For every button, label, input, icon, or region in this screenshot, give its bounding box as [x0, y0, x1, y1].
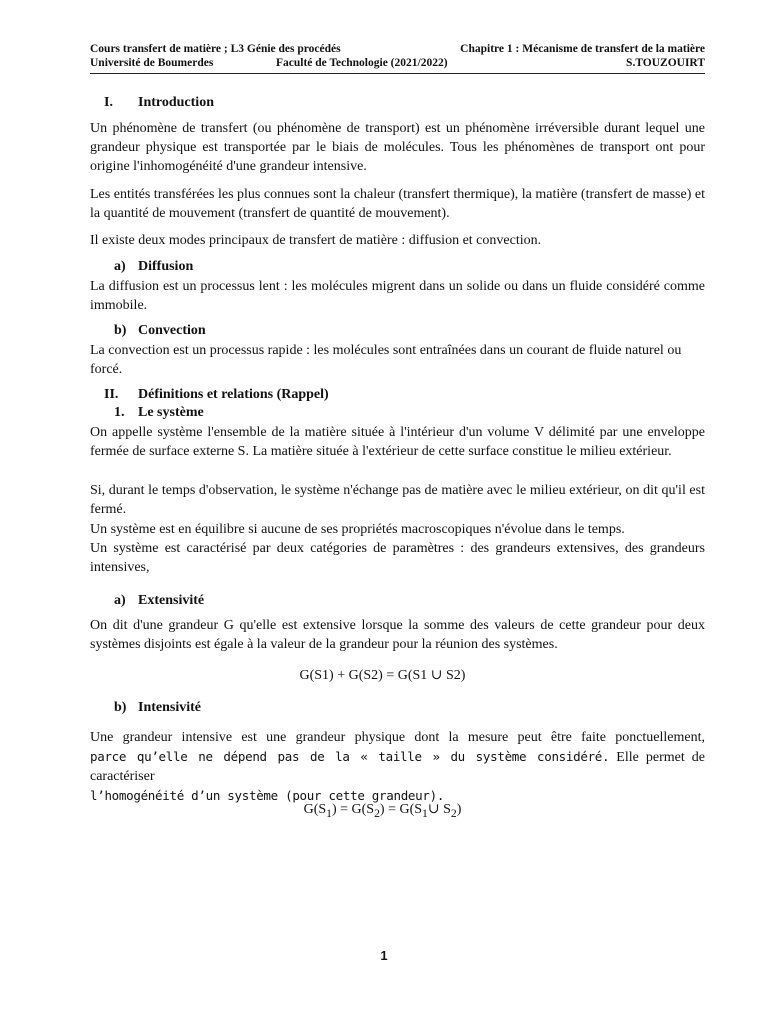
subheading-number: b): [114, 323, 127, 338]
header-author: S.TOUZOUIRT: [626, 57, 705, 69]
paragraph-intro-3: Il existe deux modes principaux de transfert de matière : diffusion et convection.: [90, 233, 542, 248]
intensivite-line-2: [90, 747, 705, 786]
subheading-number: b): [114, 700, 127, 715]
header-faculty: Faculté de Technologie (2021/2022): [276, 57, 448, 69]
header-course: Cours transfert de matière ; L3 Génie des procédés: [90, 43, 341, 55]
subheading-title: Convection: [138, 323, 206, 338]
section-heading-definitions: [104, 385, 329, 404]
header-university: Université de Boumerdes: [90, 57, 214, 69]
subheading-intensivite: [114, 699, 201, 717]
subheading-title: Diffusion: [138, 259, 194, 274]
intensivite-line-2-rest: Elle permet de caractériser: [90, 750, 705, 784]
eq-part: ): [456, 802, 462, 817]
paragraph-intensivite: [90, 728, 705, 806]
subheading-title: Intensivité: [138, 700, 201, 715]
eq-subscript: 2: [450, 806, 457, 820]
paragraph-systeme-1: On appelle système l'ensemble de la matière située à l'intérieur d'un volume V délimité par une enveloppe fermée de surface externe S. La matière située à l'extérieur de cette surface constitue le milieu extérieur.: [90, 425, 705, 459]
section-title: Définitions et relations (Rappel): [138, 387, 329, 402]
eq-part: G(S: [303, 802, 327, 817]
paragraph-intro-1: Un phénomène de transfert (ou phénomène de transport) est un phénomène irréversible durant lequel une grandeur physique est transportée par le biais de molécules. Tous les phénomènes de transport ont pour origine l'inhomogénéité d'une grandeur intensive.: [90, 121, 705, 174]
subheading-title: Le système: [138, 405, 204, 420]
eq-part: ∪ S: [427, 802, 451, 817]
equation-extensivite: G(S1) + G(S2) = G(S1 ∪ S2): [299, 668, 466, 683]
section-number: I.: [104, 95, 113, 110]
page-number: 1: [380, 948, 388, 963]
page-header: [90, 42, 705, 74]
section-title: Introduction: [138, 95, 214, 110]
subheading-number: a): [114, 593, 126, 608]
subheading-number: 1.: [114, 405, 125, 420]
subheading-convection: [114, 322, 206, 340]
paragraph-diffusion: La diffusion est un processus lent : les molécules migrent dans un solide ou dans un fluide considéré comme immobile.: [90, 279, 705, 313]
paragraph-convection: La convection est un processus rapide : les molécules sont entraînées dans un courant de fluide naturel ou forcé.: [90, 343, 682, 377]
eq-part: ) = G(S: [379, 802, 423, 817]
intensivite-line-2-mono: parce qu’elle ne dépend pas de la « taille » du système considéré.: [90, 749, 610, 764]
paragraph-systeme-2: Si, durant le temps d'observation, le système n'échange pas de matière avec le milieu extérieur, on dit qu'il est fermé.: [90, 483, 705, 517]
subheading-title: Extensivité: [138, 593, 205, 608]
section-number: II.: [104, 387, 119, 402]
paragraph-extensivite: On dit d'une grandeur G qu'elle est extensive lorsque la somme des valeurs de cette grandeur pour deux systèmes disjoints est égale à la valeur de la grandeur pour la réunion des systèmes.: [90, 618, 705, 652]
section-heading-introduction: [104, 93, 214, 112]
paragraph-systeme-4: Un système est caractérisé par deux catégories de paramètres : des grandeurs extensives, des grandeurs intensives,: [90, 541, 705, 575]
eq-subscript: 1: [326, 806, 332, 820]
subheading-extensivite: [114, 592, 204, 610]
paragraph-intro-2: Les entités transférées les plus connues sont la chaleur (transfert thermique), la matière (transfert de masse) et la quantité de mouvement (transfert de quantité de mouvement).: [90, 187, 705, 221]
subheading-systeme: [114, 404, 204, 422]
intensivite-line-3-mono: l’homogénéité d’un système (pour cette grandeur).: [90, 788, 445, 803]
eq-part: ) = G(S: [331, 802, 375, 817]
header-chapter: Chapitre 1 : Mécanisme de transfert de la matière: [460, 43, 705, 55]
eq-subscript: 1: [422, 806, 428, 820]
intensivite-line-1: Une grandeur intensive est une grandeur physique dont la mesure peut être faite ponctuellement,: [90, 730, 705, 745]
subheading-number: a): [114, 259, 126, 274]
subheading-diffusion: [114, 258, 193, 276]
eq-subscript: 2: [374, 806, 380, 820]
equation-intensivite: [90, 800, 675, 823]
paragraph-systeme-3: Un système est en équilibre si aucune de ses propriétés macroscopiques n'évolue dans le temps.: [90, 522, 625, 537]
